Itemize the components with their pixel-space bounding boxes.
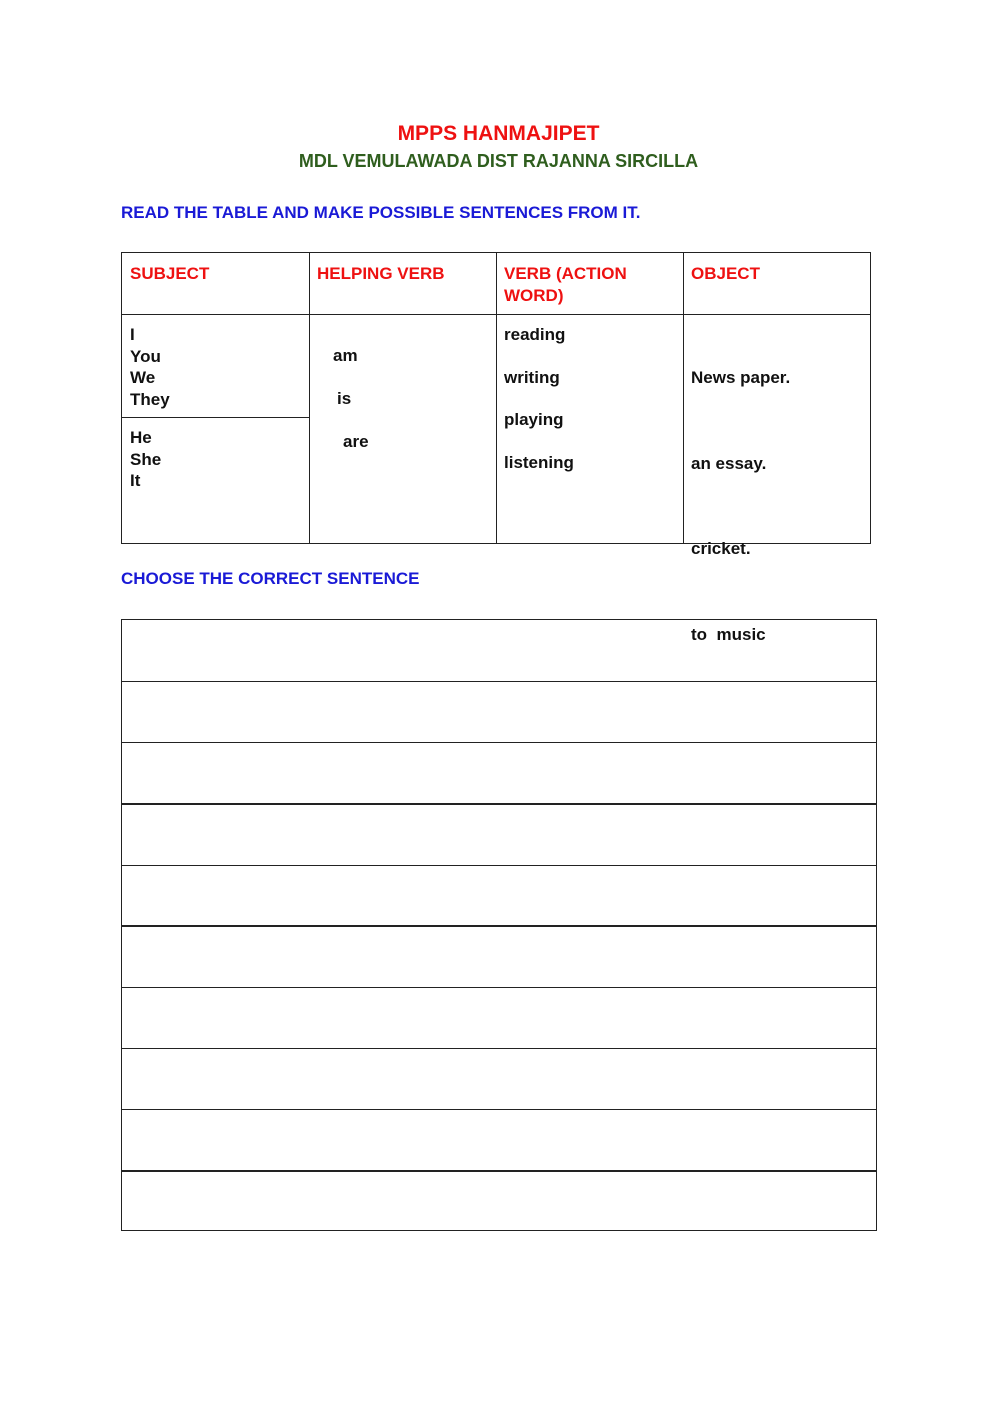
answer-line bbox=[122, 987, 876, 988]
verb-word: writing bbox=[504, 367, 560, 387]
answer-line bbox=[122, 681, 876, 682]
answer-line bbox=[122, 1048, 876, 1049]
subject-word: They bbox=[130, 389, 170, 409]
column-divider bbox=[683, 253, 684, 543]
instruction-choose: CHOOSE THE CORRECT SENTENCE bbox=[121, 569, 420, 588]
helping-verb-is: is bbox=[337, 389, 352, 408]
header-verb: VERB (ACTION WORD) bbox=[504, 264, 627, 305]
object-word: an essay. bbox=[691, 453, 767, 473]
subject-word: She bbox=[130, 449, 162, 469]
school-address: MDL VEMULAWADA DIST RAJANNA SIRCILLA bbox=[298, 151, 699, 171]
school-title: MPPS HANMAJIPET bbox=[397, 122, 600, 145]
subject-word: He bbox=[130, 428, 152, 447]
verb-word: listening bbox=[504, 452, 574, 472]
subject-word: You bbox=[130, 346, 161, 366]
verb-word: reading bbox=[504, 325, 566, 344]
answer-line bbox=[122, 925, 876, 927]
column-divider bbox=[496, 253, 497, 543]
answer-line bbox=[122, 742, 876, 743]
answer-line bbox=[122, 803, 876, 805]
answer-line bbox=[122, 1109, 876, 1110]
object-word: cricket. bbox=[691, 539, 751, 558]
header-object: OBJECT bbox=[691, 264, 760, 283]
verb-word: playing bbox=[504, 410, 564, 429]
subject-word: I bbox=[130, 325, 135, 344]
subject-group-singular bbox=[130, 427, 161, 492]
verb-list bbox=[504, 324, 574, 494]
header-helping-verb: HELPING VERB bbox=[317, 264, 445, 283]
column-divider bbox=[309, 253, 310, 543]
object-word: to music bbox=[691, 624, 766, 644]
answer-line bbox=[122, 1170, 876, 1172]
subject-divider bbox=[122, 417, 309, 418]
helping-verb-am: am bbox=[333, 346, 358, 365]
subject-group-plural bbox=[130, 324, 170, 410]
header-divider bbox=[122, 314, 871, 315]
instruction-read-table: READ THE TABLE AND MAKE POSSIBLE SENTENCES FROM IT. bbox=[121, 203, 641, 222]
header-subject: SUBJECT bbox=[130, 264, 210, 283]
subject-word: It bbox=[130, 471, 141, 490]
answer-line bbox=[122, 865, 876, 866]
answer-grid bbox=[121, 619, 877, 1231]
helping-verb-are: are bbox=[343, 432, 369, 451]
subject-word: We bbox=[130, 368, 156, 387]
object-word: News paper. bbox=[691, 368, 791, 387]
